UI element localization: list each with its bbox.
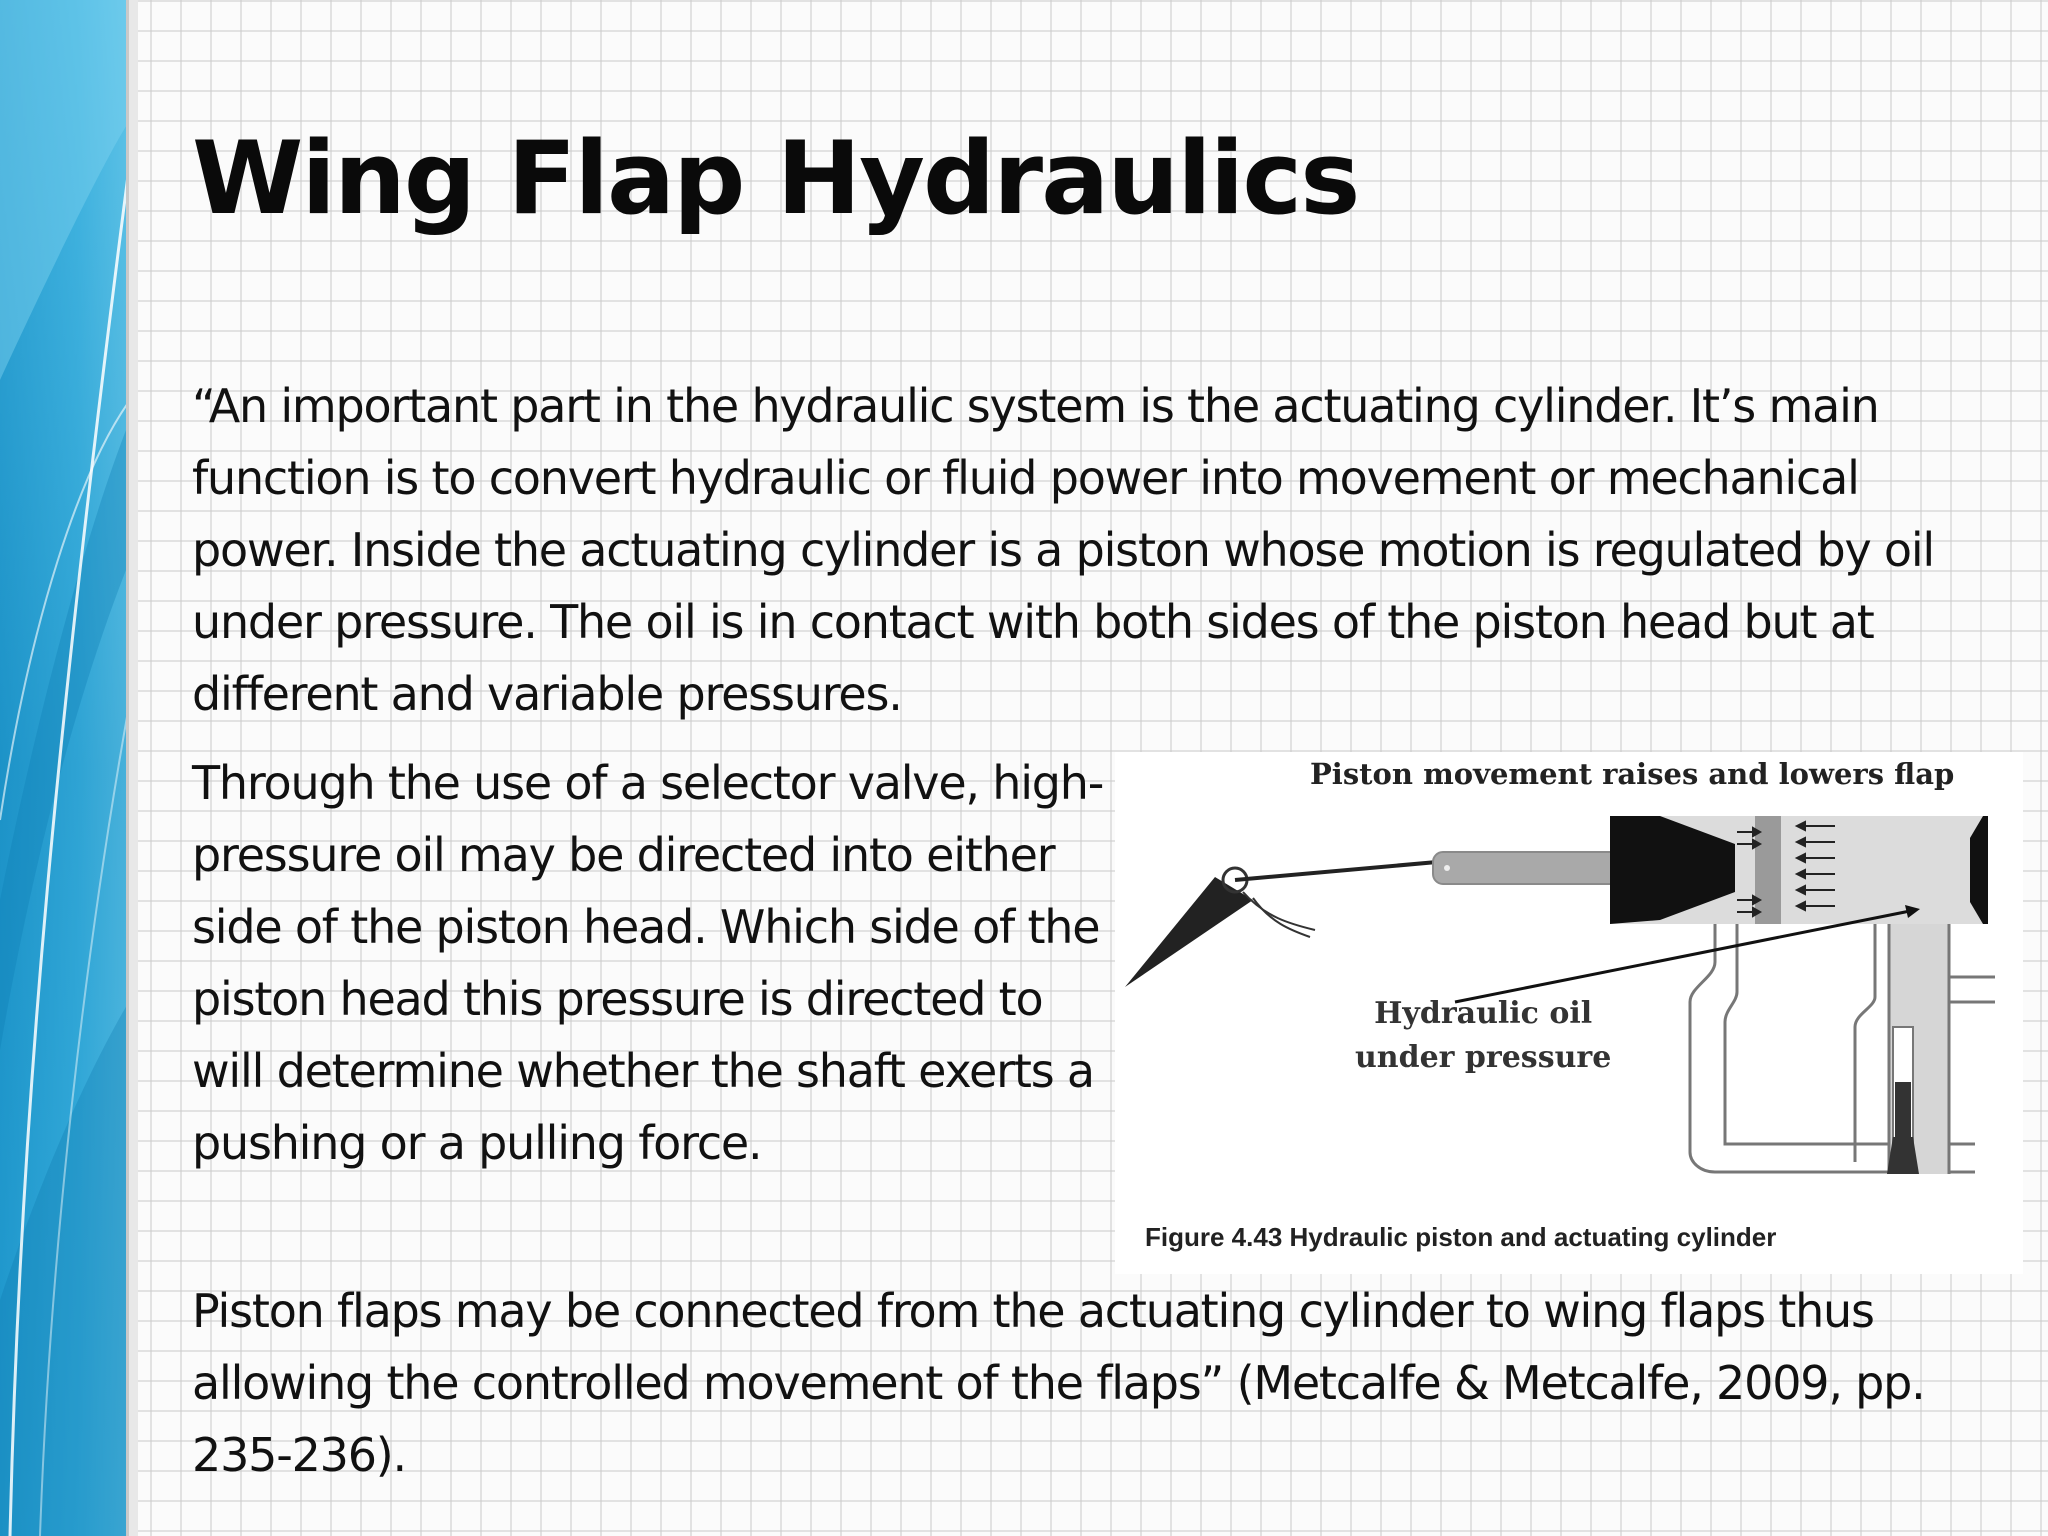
conclusion-paragraph: Piston flaps may be connected from the actuating cylinder to wing flaps thus allowing the controlled movement of the flaps” (Metcalfe & Metcalfe, 2009, pp. 235-236). (192, 1284, 1925, 1482)
piston-shaft (1433, 852, 1638, 884)
hydraulic-line-right (1855, 924, 1875, 1162)
figure-heading: Piston movement raises and lowers flap (1310, 757, 1955, 791)
left-decorative-band (0, 0, 138, 1536)
linkage-rod (1235, 862, 1437, 880)
flap-wedge (1125, 877, 1253, 987)
intro-paragraph: “An important part in the hydraulic system is the actuating cylinder. It’s main function is to convert hydraulic or fluid power into movement or mechanical power. Inside the actuating cylinder is a piston whose motion is regulated by oil under pressure. The oil is in contact with both sides of the piston head but at different and variable pressures. (192, 379, 1934, 721)
hydraulic-oil-label: Hydraulic oil under pressure (1355, 996, 1612, 1075)
slide-title: Wing Flap Hydraulics (192, 119, 1359, 237)
band-graphic (0, 0, 138, 1536)
hydraulic-piston-figure (1115, 752, 2023, 1274)
figure-caption: Figure 4.43 Hydraulic piston and actuating cylinder (1145, 1222, 1777, 1252)
selector-valve-paragraph: Through the use of a selector valve, high-pressure oil may be directed into either side of the piston head. Which side of the piston head this pressure is directed to will determine whether the shaft exerts a pushing or a pulling force. (192, 756, 1104, 1170)
